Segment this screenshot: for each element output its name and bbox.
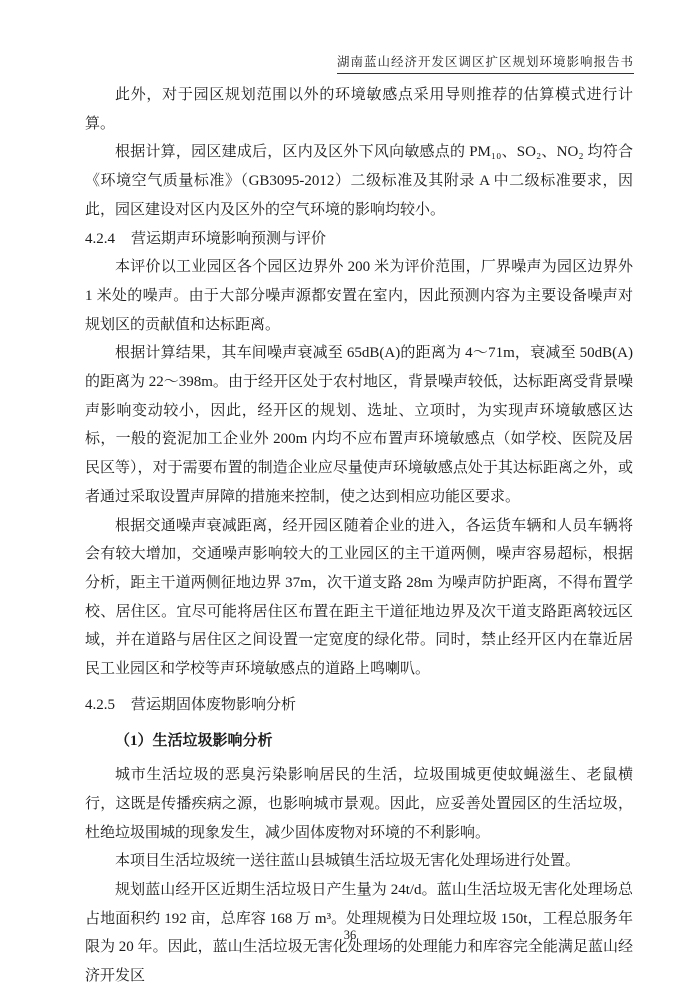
sub-heading-garbage-analysis: （1）生活垃圾影响分析 [115,733,273,750]
page-content [85,81,633,990]
section-number: 4.2.5 [85,696,115,713]
paragraph-estimation-mode: 此外，对于园区规划范围以外的环境敏感点采用导则推荐的估算模式进行计算。 [85,87,633,132]
report-title: 湖南蓝山经济开发区调区扩区规划环境影响报告书 [337,52,634,74]
section-number: 4.2.4 [85,230,115,247]
paragraph-garbage-impact: 城市生活垃圾的恶臭污染影响居民的生活，垃圾围城更使蚊蝇滋生、老鼠横行，这既是传播疾病之源，也影响城市景观。因此，应妥善处置园区的生活垃圾，杜绝垃圾围城的现象发生，减少固体废物对环境的不利影响。 [85,767,633,841]
paragraph-garbage-disposal: 本项目生活垃圾统一送往蓝山县城镇生活垃圾无害化处理场进行处置。 [115,853,581,870]
section-heading-4-2-5 [85,691,633,720]
paragraph-noise-scope: 本评价以工业园区各个园区边界外 200 米为评价范围，厂界噪声为园区边界外 1 米处的噪声。由于大部分噪声源都安置在室内，因此预测内容为主要设备噪声对规划区的贡献值和达标距离。 [85,259,633,333]
paragraph-garbage-capacity: 规划蓝山经开区近期生活垃圾日产生量为 24t/d。蓝山生活垃圾无害化处理场总占地面积约 192 亩，总库容 168 万 m³。处理规模为日处理垃圾 150t，工程总服务年限为 20 年。因此，蓝山生活垃圾无害化处理场的处理能力和库容完全能满足蓝山经济开发区 [85,881,633,985]
page-number: 36 [343,928,357,942]
section-heading-4-2-4 [85,225,633,254]
paragraph-noise-result: 根据计算结果，其车间噪声衰减至 65dB(A)的距离为 4～71m，衰减至 50dB(A)的距离为 22～398m。由于经开区处于农村地区，背景噪声较低，达标距离受背景噪声影响变动较小，因此，经开区的规划、选址、立项时，为实现声环境敏感区达标，一般的瓷泥加工企业外 200m 内均不应布置声环境敏感点（如学校、医院及居民区等），对于需要布置的制造企业应尽量使声环境敏感点处于其达标距离之外，或者通过采取设置声屏障的措施来控制，使之达到相应功能区要求。 [85,345,633,505]
paragraph-air-quality-result: 根据计算，园区建成后，区内及区外下风向敏感点的 PM₁₀、SO₂、NO₂ 均符合《环境空气质量标准》（GB3095-2012）二级标准及其附录 A 中二级标准要求，因此，园区建设对区内及区外的空气环境的影响均较小。 [85,144,633,218]
section-title: 营运期固体废物影响分析 [131,696,297,713]
paragraph-traffic-noise: 根据交通噪声衰减距离，经开园区随着企业的进入，各运货车辆和人员车辆将会有较大增加，交通噪声影响较大的工业园区的主干道两侧，噪声容易超标，根据分析，距主干道两侧征地边界 37m，次干道支路 28m 为噪声防护距离，不得布置学校、居住区。宜尽可能将居住区布置在距主干道征地边界及次干道支路距离较远区域，并在道路与居住区之间设置一定宽度的绿化带。同时，禁止经开区内在靠近居民工业园区和学校等声环境敏感点的道路上鸣喇叭。 [85,517,633,678]
section-title: 营运期声环境影响预测与评价 [131,230,327,247]
page-header [337,52,634,74]
